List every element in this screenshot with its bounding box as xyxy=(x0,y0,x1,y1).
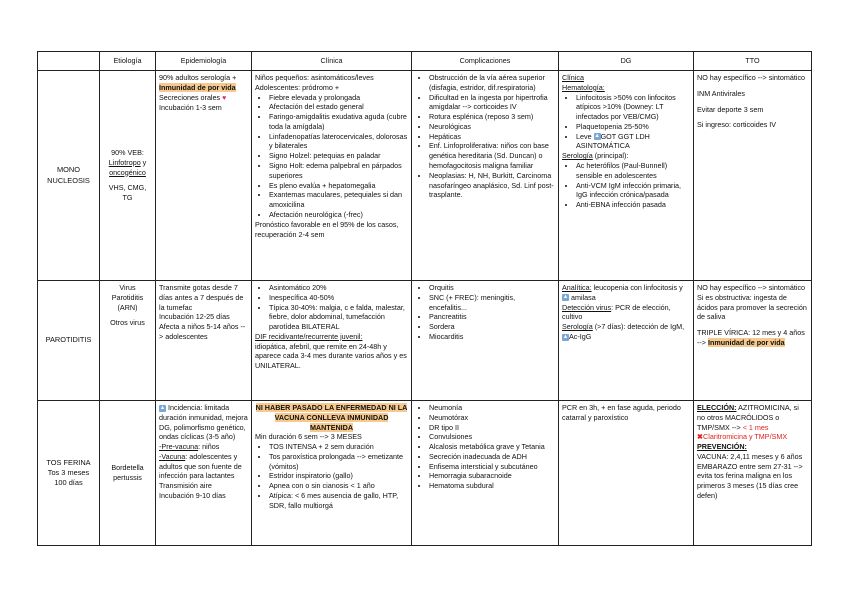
arrow-up-icon: ▲ xyxy=(562,333,569,340)
paro-epi-1: Transmite gotas desde 7 días antes a 7 después de la tumefac xyxy=(159,283,244,312)
list-item: • Afectación neurológica (-frec) xyxy=(269,210,408,220)
header-epidemiologia: Epidemiología xyxy=(156,52,252,71)
list-item: • Es pleno evalúa + hepatomegalia xyxy=(269,181,408,191)
mono-epi-incubacion: Incubación 1-3 sem xyxy=(159,103,222,113)
paro-etio-1: Virus xyxy=(119,283,136,292)
list-item: • Estridor inspiratorio (gallo) xyxy=(269,471,408,481)
paro-clin-list xyxy=(255,283,408,332)
mono-dg-hemato-list xyxy=(562,93,690,152)
header-tto: TTO xyxy=(694,52,812,71)
list-item: • Faringo-amigdalitis exudativa aguda (cubre toda la amígdala) xyxy=(269,112,408,132)
mono-clin-intro: Niños pequeños: asintomáticos/leves xyxy=(255,73,374,82)
mono-clin-pronostico: Pronóstico favorable en el 95% de los casos, recuperación 2-4 sem xyxy=(255,219,399,239)
tos-tto-prevencion: PREVENCIÓN: xyxy=(697,442,747,452)
list-item: • Fiebre elevada y prolongada xyxy=(269,93,408,103)
summary-table xyxy=(37,51,812,546)
list-item: • Secreción inadecuada de ADH xyxy=(429,452,555,462)
list-item: • Signo Holzel: petequias en paladar xyxy=(269,151,408,161)
paro-etio-3: (ARN) xyxy=(117,302,138,312)
list-item: • Inespecífica 40-50% xyxy=(269,293,408,303)
list-item: • Plaquetopenia 25-50% xyxy=(576,122,690,132)
tos-dg-text: PCR en 3h, + en fase aguda, periodo catarral y paroxístico xyxy=(562,403,681,422)
paro-dg xyxy=(559,281,694,401)
mono-etio-linfotropo: Linfotropo y xyxy=(108,157,147,167)
arrow-up-icon: ▲ xyxy=(594,133,600,140)
paro-clinica xyxy=(252,281,412,401)
paro-etiologia xyxy=(100,281,156,401)
tos-clin-dur: Min duración 6 sem --> 3 MESES xyxy=(255,432,362,442)
mono-epidemiologia xyxy=(156,71,252,281)
mono-tto xyxy=(694,71,812,281)
tos-tto xyxy=(694,401,812,546)
mono-epi-secreciones: Secreciones orales ♥ xyxy=(159,92,227,102)
tos-epi-2: Transmisión aire xyxy=(159,481,212,491)
list-item: • Anti-VCM IgM infección primaria, IgG infección crónica/pasada xyxy=(576,181,690,201)
list-item: • Apnea con o sin cianosis < 1 año xyxy=(269,481,408,491)
mono-dg-hemato: Hematología: xyxy=(562,82,605,92)
tos-clin-warning: NI HABER PASADO LA ENFERMEDAD NI LA VACUNA CONLLEVA INMUNIDAD MANTENIDA xyxy=(255,403,408,432)
header-complicaciones: Complicaciones xyxy=(412,52,559,71)
list-item: • Hemorragia subaracnoide xyxy=(429,471,555,481)
lips-icon: ♥ xyxy=(222,94,227,102)
list-item: • Pancreatitis xyxy=(429,312,555,322)
list-item: • Neoplasias: H, NH, Burkitt, Carcinoma nasofaríngeo anaplásico, Sd. Linf post-trasplante. xyxy=(429,171,555,200)
list-item: • Enf. Linfoproliferativa: niños con base genética hereditaria (Sd. Duncan) o hemofagocitosis maligna familiar xyxy=(429,141,555,170)
list-item: • Convulsiones xyxy=(429,432,555,442)
list-item: • Atípica: < 6 mes ausencia de gallo, HTP, SDR, fallo multiorgá xyxy=(269,491,408,511)
paro-tto-3: TRIPLE VÍRICA: 12 mes y 4 años --> Inmunidad de por vida xyxy=(697,328,805,347)
list-item: • SNC (+ FREC): meningitis, encefalitis... xyxy=(429,293,555,313)
tos-tto-vacuna: VACUNA: 2,4,11 meses y 6 años xyxy=(697,451,803,461)
paro-clin-end: idiopática, afebril, que remite en 24-48h y aparece cada 3-4 mes durante varios años y es UNILATERAL. xyxy=(255,341,407,371)
list-item: • Neurológicas xyxy=(429,122,555,132)
paro-epidemiologia xyxy=(156,281,252,401)
list-item: • Alcalosis metabólica grave y Tetania xyxy=(429,442,555,452)
tos-etio-1: Bordetella xyxy=(111,463,144,473)
list-item: • Linfadenopatías laterocervicales, dolorosas y bilaterales xyxy=(269,132,408,152)
tos-epi-3: Incubación 9-10 días xyxy=(159,491,226,501)
tos-tto-contra: ✖Claritromicina y TMP/SMX xyxy=(697,432,788,442)
tos-etiologia xyxy=(100,401,156,546)
arrow-up-icon: ▲ xyxy=(159,404,166,411)
tos-epi-pre: -Pre-vacuna: niños xyxy=(159,442,220,452)
paro-epi-3: Afecta a niños 5-14 años --> adolescentes xyxy=(159,322,246,341)
list-item: • Linfocitosis >50% con linfocitos atípicos >10% (Downey: LT infectados por VEB/CMG) xyxy=(576,93,690,122)
tos-etio-2: pertussis xyxy=(113,473,142,482)
list-item: • Tos paroxística prolongada --> emetizante (vómitos) xyxy=(269,452,408,472)
mono-dg-clinica: Clínica xyxy=(562,73,584,82)
mono-epi-serologia: 90% adultos serología + Inmunidad de por vida xyxy=(159,73,237,92)
list-item: • DR tipo II xyxy=(429,423,555,433)
list-item: • Miocarditis xyxy=(429,332,555,342)
list-item: • Exantemas maculares, petequiales si dan amoxicilina xyxy=(269,190,408,210)
paro-complicaciones xyxy=(412,281,559,401)
tos-comp-list xyxy=(415,403,555,491)
disease-name-mono xyxy=(38,71,100,281)
mono-comp-list xyxy=(415,73,555,200)
paro-dg-analitica: Analítica: leucopenia con linfocitosis y ▲ amilasa xyxy=(562,283,683,302)
tos-clin-list xyxy=(255,442,408,510)
list-item: • Hematoma subdural xyxy=(429,481,555,491)
tos-tto-embarazo: EMBARAZO entre sem 27-31 --> evita tos ferina maligna en los primeros 3 meses (15 días cree defen) xyxy=(697,461,803,501)
list-item: • Asintomático 20% xyxy=(269,283,408,293)
paro-etio-4: Otros virus xyxy=(110,318,145,328)
header-empty xyxy=(38,52,100,71)
paro-dg-serologia: Serología (>7 días): detección de IgM, ▲Ac-IgG xyxy=(562,322,685,341)
tos-dg xyxy=(559,401,694,546)
tos-epi-1: ▲ Incidencia: limitada duración inmunidad, mejora DG, polimorfismo genético, ondas cíclicas (3-5 año) xyxy=(159,403,248,442)
mono-name-line1: MONO xyxy=(57,165,80,175)
list-item: • Enfisema intersticial y subcutáneo xyxy=(429,462,555,472)
disease-name-tos xyxy=(38,401,100,546)
list-item: • TOS INTENSA + 2 sem duración xyxy=(269,442,408,452)
paro-dg-deteccion: Detección virus: PCR de elección, cultivo xyxy=(562,302,671,322)
header-clinica: Clínica xyxy=(252,52,412,71)
paro-tto-1: NO hay específico --> sintomático xyxy=(697,283,806,292)
header-dg: DG xyxy=(559,52,694,71)
list-item: • Rotura esplénica (reposo 3 sem) xyxy=(429,112,555,122)
mono-tto-3: Evitar deporte 3 sem xyxy=(697,104,764,114)
list-item: • Dificultad en la ingesta por hipertrofia amigdalar --> corticoides IV xyxy=(429,93,555,113)
mono-complicaciones xyxy=(412,71,559,281)
paro-clin-sub: DIF recidivante/recurrente juvenil: xyxy=(255,331,363,341)
tos-epi-vac: -Vacuna: adolescentes y adultos que son fuente de infección para lactantes xyxy=(159,451,242,481)
list-item: • Anti-EBNA infección pasada xyxy=(576,200,690,210)
mono-clinica xyxy=(252,71,412,281)
paro-tto-2: Si es obstructiva: ingesta de ácidos para promover la secreción de saliva xyxy=(697,292,807,322)
paro-etio-2: Parotiditis xyxy=(111,292,144,302)
mono-etio-others: VHS, CMG, TG xyxy=(108,183,147,203)
header-row xyxy=(38,52,812,71)
row-parotiditis xyxy=(38,281,812,401)
tos-epidemiologia xyxy=(156,401,252,546)
row-tos-ferina xyxy=(38,401,812,546)
tos-name-line1: TOS FERINA xyxy=(46,457,91,467)
paro-comp-list xyxy=(415,283,555,342)
disease-name-paro: PAROTIDITIS xyxy=(38,281,100,401)
list-item: • Leve ▲GOT GGT LDH ASINTOMÁTICA xyxy=(576,132,690,152)
list-item: • Neumonía xyxy=(429,403,555,413)
paro-tto xyxy=(694,281,812,401)
cross-icon: ✖ xyxy=(697,432,704,442)
mono-etio-oncogenico: oncogénico xyxy=(109,167,146,177)
paro-epi-2: Incubación 12-25 días xyxy=(159,312,230,322)
tos-clinica xyxy=(252,401,412,546)
mono-name-line2: NUCLEOSIS xyxy=(47,175,90,185)
list-item: • Hepáticas xyxy=(429,132,555,142)
tos-name-line3: 100 días xyxy=(54,478,83,488)
list-item: • Afectación del estado general xyxy=(269,102,408,112)
mono-etio-veb: 90% VEB: xyxy=(111,148,144,158)
tos-name-line2: Tos 3 meses xyxy=(47,467,90,477)
row-mononucleosis xyxy=(38,71,812,281)
mono-dg-sero: Serología (principal): xyxy=(562,151,629,161)
mono-clin-adol: Adolescentes: pródromo + xyxy=(255,82,340,92)
mono-etiologia xyxy=(100,71,156,281)
list-item: • Neumotórax xyxy=(429,413,555,423)
mono-clin-list xyxy=(255,93,408,220)
mono-dg-sero-list xyxy=(562,161,690,210)
list-item: • Signo Holt: edema palpebral en párpados superiores xyxy=(269,161,408,181)
list-item: • Típica 30-40%: malgia, c e falda, malestar, fiebre, dolor abdominal, tumefacción parotídea BILATERAL xyxy=(269,303,408,332)
header-etiologia: Etiología xyxy=(100,52,156,71)
list-item: • Sordera xyxy=(429,322,555,332)
tos-tto-eleccion: ELECCIÓN: AZITROMICINA, si no otros MACRÓLIDOS o TMP/SMX --> < 1 mes xyxy=(697,403,799,432)
mono-dg xyxy=(559,71,694,281)
list-item: • Obstrucción de la vía aérea superior (disfagia, estridor, dif.respiratoria) xyxy=(429,73,555,93)
list-item: • Orquitis xyxy=(429,283,555,293)
list-item: • Ac heterófilos (Paul-Bunnell) sensible en adolescentes xyxy=(576,161,690,181)
mono-tto-2: INM Antivirales xyxy=(697,88,745,98)
mono-tto-1: NO hay específico --> sintomático xyxy=(697,73,806,82)
tos-complicaciones xyxy=(412,401,559,546)
arrow-up-icon: ▲ xyxy=(562,294,569,301)
mono-tto-4: Si ingreso: corticoides IV xyxy=(697,120,777,130)
